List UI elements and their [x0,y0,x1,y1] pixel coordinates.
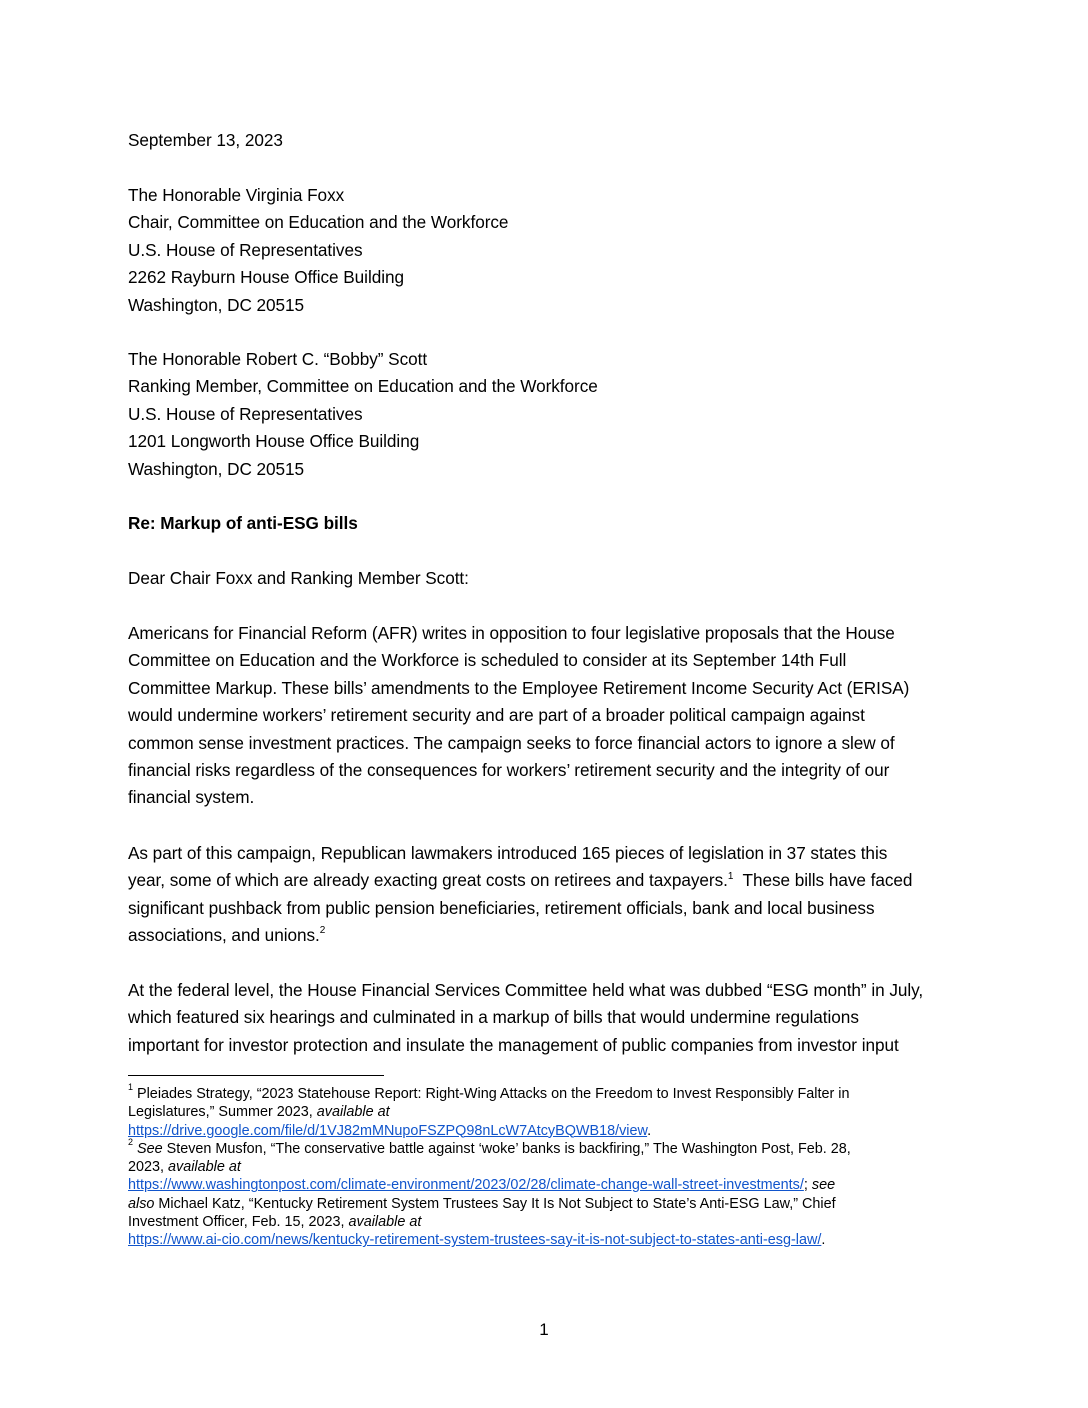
footnote-text: Legislatures,” Summer 2023, [128,1104,317,1121]
salutation-text: Dear Chair Foxx and Ranking Member Scott: [128,568,469,588]
paragraph-line: which featured six hearings and culminated in a markup of bills that would undermine regulations [128,1007,859,1028]
footnote-separator [128,1075,384,1076]
recipient1-line: 2262 Rayburn House Office Building [128,267,405,288]
footnote-2-line [128,1231,960,1249]
footnote-text: Pleiades Strategy, “2023 Statehouse Report: Right-Wing Attacks on the Freedom to Invest Responsibly Falter in [133,1086,850,1102]
footnote-2-link-1[interactable]: https://www.washingtonpost.com/climate-environment/2023/02/28/climate-change-wall-street-investments/ [128,1177,804,1194]
paragraph-line: would undermine workers’ retirement security and are part of a broader political campaign against [128,705,865,726]
footnote-text: Investment Officer, Feb. 15, 2023, [128,1214,349,1231]
paragraph-line: important for investor protection and insulate the management of public companies from investor input [128,1034,899,1055]
recipient2-line: U.S. House of Representatives [128,403,363,424]
footnote-ref-1[interactable]: 1 [727,870,734,882]
footnote-2-line [128,1195,960,1213]
paragraph-line [128,922,960,949]
footnote-1-line [128,1103,960,1121]
salutation [128,565,960,592]
recipient2-line: 1201 Longworth House Office Building [128,431,420,452]
recipient1-line: Chair, Committee on Education and the Workforce [128,212,509,233]
paragraph-line: financial system. [128,787,255,808]
footnote-1-number: 1 [128,1082,134,1093]
footnote-italic: available at [348,1214,422,1231]
paragraph-line: Committee Markup. These bills’ amendments to the Employee Retirement Income Security Act (ERISA) [128,677,910,698]
page-number: 1 [539,1320,549,1339]
paragraph-text: associations, and unions. [128,925,320,946]
recipient2-line: Washington, DC 20515 [128,458,305,479]
footnote-2-line [128,1137,960,1158]
paragraph-line [128,867,960,894]
footnote-italic: available at [316,1104,390,1121]
recipient1-line: The Honorable Virginia Foxx [128,185,345,205]
footnote-text: ; [803,1177,812,1194]
paragraph-3 [128,977,960,1059]
paragraph-line: As part of this campaign, Republican lawmakers introduced 165 pieces of legislation in 37 states this [128,843,888,863]
footnote-2-line [128,1158,960,1176]
footnote-2-number: 2 [128,1137,134,1148]
paragraph-text: These bills have faced [733,870,913,891]
recipient-address-2 [128,346,960,483]
recipient2-line: The Honorable Robert C. “Bobby” Scott [128,349,428,369]
paragraph-line: At the federal level, the House Financial Services Committee held what was dubbed “ESG month” in July, [128,980,924,1000]
footnote-text: Steven Musfon, “The conservative battle against ‘woke’ banks is backfiring,” The Washington Post, Feb. 28, [162,1140,851,1157]
paragraph-line: Americans for Financial Reform (AFR) writes in opposition to four legislative proposals that the House [128,623,895,643]
footnote-1-line [128,1122,960,1140]
paragraph-1 [128,620,960,812]
footnote-italic: see [811,1177,836,1194]
subject-line [128,510,960,537]
footnote-text: . [821,1232,826,1249]
footnote-ref-2[interactable]: 2 [319,925,326,937]
footnote-2-line [128,1176,960,1194]
footnote-2-line [128,1213,960,1231]
footnote-1-link[interactable]: https://drive.google.com/file/d/1VJ82mMNupoFSZPQ98nLcW7AtcyBQWB18/view [128,1122,648,1139]
paragraph-line: common sense investment practices. The campaign seeks to force financial actors to ignore a slew of [128,732,895,753]
footnote-italic: also [128,1195,155,1212]
letter-date [128,127,960,154]
footnote-1-line [128,1082,960,1103]
recipient1-line: U.S. House of Representatives [128,239,363,260]
footnote-text: 2023, [128,1159,169,1176]
date-text: September 13, 2023 [128,130,283,150]
paragraph-2 [128,840,960,950]
paragraph-text: year, some of which are already exacting great costs on retirees and taxpayers. [128,870,728,891]
recipient2-line: Ranking Member, Committee on Education and the Workforce [128,376,598,397]
footnote-italic: See [133,1140,163,1157]
paragraph-line: significant pushback from public pension beneficiaries, retirement officials, bank and local business [128,897,875,918]
footnote-2-link-2[interactable]: https://www.ai-cio.com/news/kentucky-retirement-system-trustees-say-it-is-not-subject-to-states-anti-esg-law/ [128,1232,822,1249]
recipient1-line: Washington, DC 20515 [128,294,305,315]
footnote-text: . [647,1122,652,1139]
subject-text: Re: Markup of anti-ESG bills [128,513,358,533]
paragraph-line: financial risks regardless of the consequences for workers’ retirement security and the integrity of our [128,760,890,781]
recipient-address-1 [128,182,960,319]
paragraph-line: Committee on Education and the Workforce is scheduled to consider at its September 14th Full [128,650,847,671]
footnotes [128,1082,960,1250]
footnote-italic: available at [168,1159,241,1176]
footnote-text: Michael Katz, “Kentucky Retirement System Trustees Say It Is Not Subject to State’s Anti-ESG Law,” Chief [154,1195,836,1212]
